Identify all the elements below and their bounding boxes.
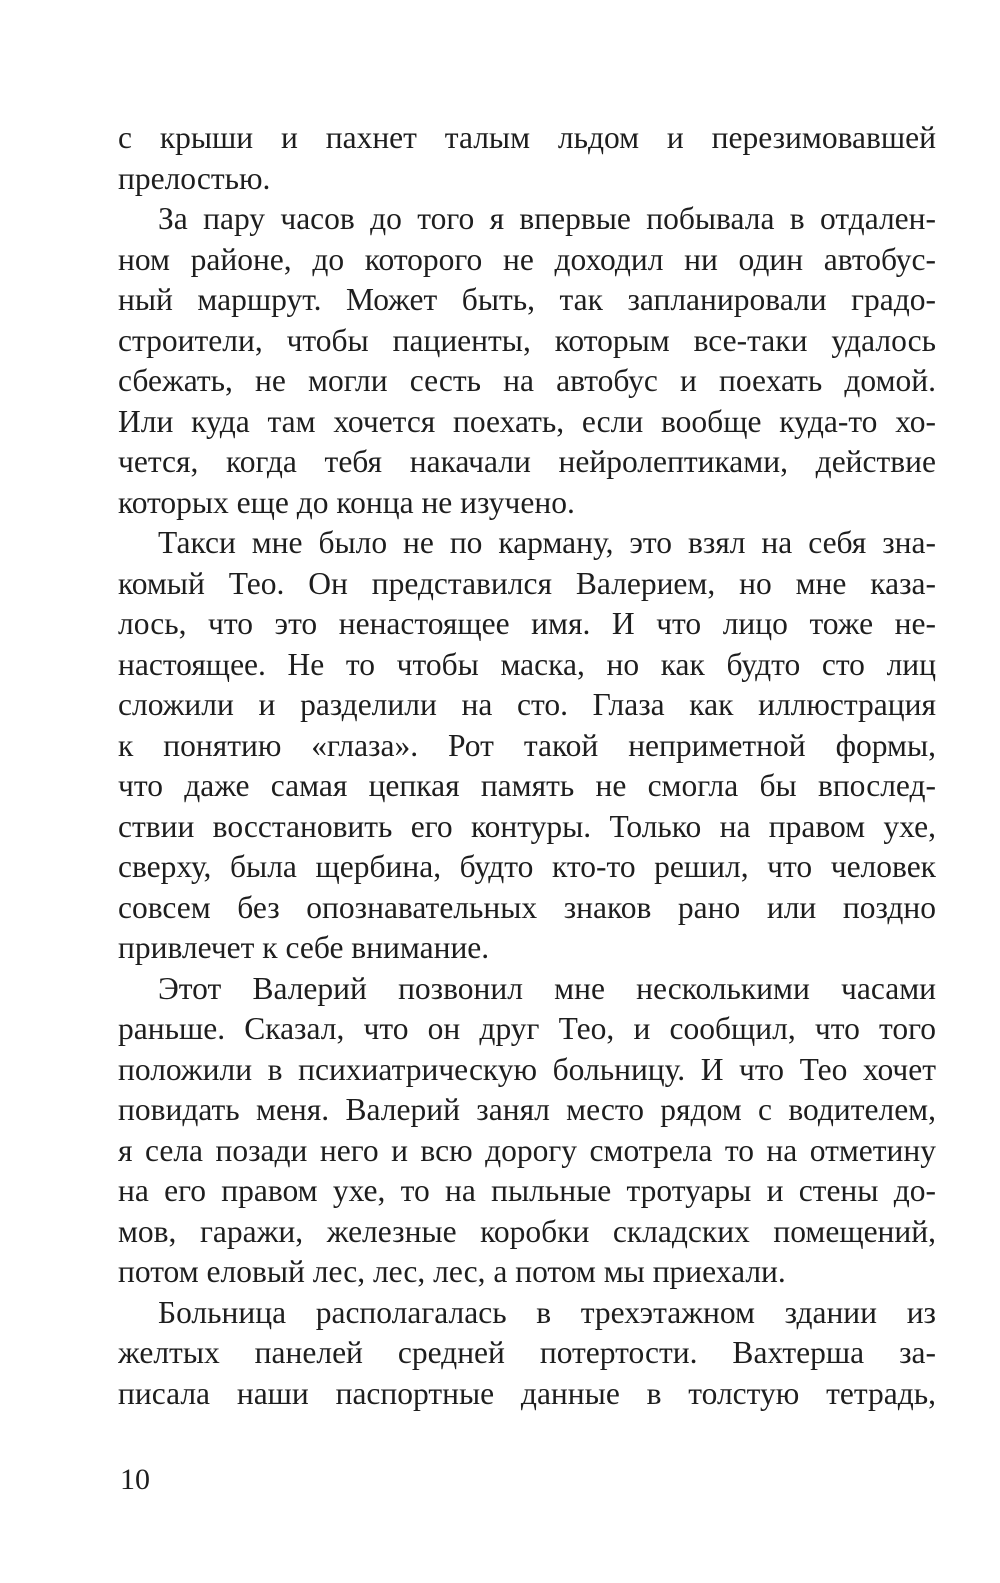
text-line: сверху, была щербина, будто кто-то решил, что человек bbox=[118, 849, 936, 884]
text-line: настоящее. Не то чтобы маска, но как будто сто лиц bbox=[118, 646, 936, 682]
text-line: Больница располагалась в трехэтажном здании из bbox=[158, 1294, 936, 1330]
text-line: мов, гаражи, железные коробки складских помещений, bbox=[118, 1213, 936, 1249]
text-line: Или куда там хочется поехать, если вообще куда-то хо- bbox=[118, 403, 936, 439]
text-line: строители, чтобы пациенты, которым все-таки удалось bbox=[118, 322, 936, 358]
text-line: сложили и разделили на сто. Глаза как иллюстрация bbox=[118, 687, 936, 722]
body-text bbox=[118, 118, 936, 1414]
text-line: За пару часов до того я впервые побывала в отдален- bbox=[158, 201, 936, 236]
text-line: ном районе, до которого не доходил ни один автобус- bbox=[118, 241, 936, 277]
text-line: совсем без опознавательных знаков рано или поздно bbox=[118, 889, 936, 925]
text-line: потом еловый лес, лес, лес, а потом мы приехали. bbox=[118, 1254, 786, 1289]
text-line: я села позади него и всю дорогу смотрела то на отметину bbox=[118, 1132, 936, 1168]
text-line: писала наши паспортные данные в толстую тетрадь, bbox=[118, 1375, 936, 1411]
text-line: ствии восстановить его контуры. Только на правом ухе, bbox=[118, 808, 936, 844]
text-line: комый Тео. Он представился Валерием, но мне каза- bbox=[118, 565, 936, 601]
text-line: Такси мне было не по карману, это взял на себя зна- bbox=[158, 525, 936, 560]
text-line: повидать меня. Валерий занял место рядом с водителем, bbox=[118, 1092, 936, 1127]
text-line: положили в психиатрическую больницу. И что Тео хочет bbox=[118, 1051, 936, 1087]
text-line: раньше. Сказал, что он друг Тео, и сообщил, что того bbox=[118, 1011, 936, 1046]
text-line: что даже самая цепкая память не смогла бы впослед- bbox=[118, 768, 936, 803]
text-line: на его правом ухе, то на пыльные тротуары и стены до- bbox=[118, 1173, 936, 1208]
text-line: с крыши и пахнет талым льдом и перезимовавшей bbox=[118, 120, 936, 155]
text-line: которых еще до конца не изучено. bbox=[118, 484, 575, 520]
text-line: привлечет к себе внимание. bbox=[118, 930, 490, 965]
text-line: сбежать, не могли сесть на автобус и поехать домой. bbox=[118, 363, 936, 398]
text-line: лось, что это ненастоящее имя. И что лицо тоже не- bbox=[118, 606, 936, 641]
text-line: желтых панелей средней потертости. Вахтерша за- bbox=[118, 1335, 936, 1370]
text-line: Этот Валерий позвонил мне несколькими часами bbox=[158, 970, 936, 1006]
text-line: прелостью. bbox=[118, 160, 271, 196]
text-line: ный маршрут. Может быть, так запланировали градо- bbox=[118, 282, 936, 317]
text-line: к понятию «глаза». Рот такой неприметной формы, bbox=[118, 727, 936, 763]
text-line: чется, когда тебя накачали нейролептиками, действие bbox=[118, 444, 936, 479]
page-number: 10 bbox=[120, 1463, 150, 1496]
